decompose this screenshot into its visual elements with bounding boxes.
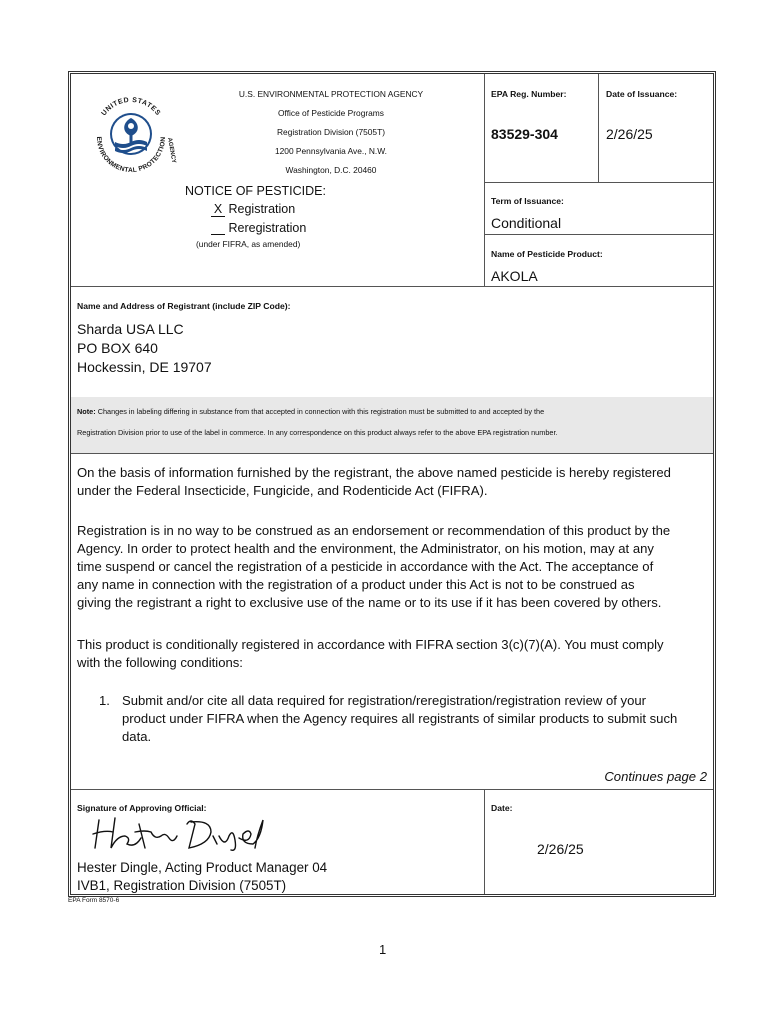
p2-line: any name in connection with the registration of a product under this Act is not to be construed as	[77, 577, 635, 592]
registration-checkbox-line	[211, 202, 295, 217]
registration-mark: X	[211, 202, 225, 217]
divider	[598, 74, 599, 182]
registrant-label: Name and Address of Registrant (include ZIP Code):	[77, 301, 291, 311]
division-name: Registration Division (7505T)	[277, 127, 385, 137]
registrant-po-box: PO BOX 640	[77, 340, 158, 356]
p2-line: time suspend or cancel the registration of a pesticide in accordance with the Act. The acceptance of	[77, 559, 654, 574]
office-name: Office of Pesticide Programs	[278, 108, 384, 118]
condition-line: product under FIFRA when the Agency requires all registrants of similar products to submit such	[122, 711, 678, 726]
p3-line: with the following conditions:	[77, 655, 243, 670]
p2-line: Agency. In order to protect health and the environment, the Administrator, on his motion, may at any	[77, 541, 654, 556]
reg-number-value: 83529-304	[491, 126, 558, 142]
condition-item-1	[122, 692, 677, 746]
product-value: AKOLA	[491, 268, 538, 284]
fifra-note: (under FIFRA, as amended)	[196, 239, 301, 249]
divider	[71, 453, 713, 454]
signature-date-value: 2/26/25	[537, 841, 584, 857]
note-bold-label: Note:	[77, 407, 96, 416]
svg-text:UNITED STATES: UNITED STATES	[100, 96, 162, 118]
registrant-city: Hockessin, DE 19707	[77, 359, 212, 375]
agency-name: U.S. ENVIRONMENTAL PROTECTION AGENCY	[238, 89, 424, 99]
page-number: 1	[379, 942, 387, 957]
official-division: IVB1, Registration Division (7505T)	[77, 878, 287, 893]
condition-number: 1.	[99, 693, 110, 708]
divider	[71, 789, 713, 790]
paragraph-3	[77, 636, 664, 672]
product-label: Name of Pesticide Product:	[491, 249, 603, 259]
p3-line: This product is conditionally registered in accordance with FIFRA section 3(c)(7)(A). You must comply	[77, 637, 664, 652]
paragraph-2	[77, 522, 670, 612]
pesticide-registration-form	[68, 71, 716, 897]
city-address: Washington, D.C. 20460	[285, 165, 377, 175]
condition-line: data.	[122, 729, 152, 744]
svg-text:ENVIRONMENTAL PROTECTION: ENVIRONMENTAL PROTECTION	[94, 136, 168, 175]
term-label: Term of Issuance:	[491, 196, 564, 206]
condition-line: Submit and/or cite all data required for registration/reregistration/registration review of your	[122, 693, 646, 708]
official-name: Hester Dingle, Acting Product Manager 04	[77, 860, 328, 875]
note-line-2: Registration Division prior to use of the label in commerce. In any correspondence on this product always refer to the above EPA registration number.	[77, 428, 558, 437]
p1-line: On the basis of information furnished by the registrant, the above named pesticide is hereby registered	[77, 465, 671, 480]
divider	[484, 789, 485, 894]
p1-line: under the Federal Insecticide, Fungicide, and Rodenticide Act (FIFRA).	[77, 483, 488, 498]
continues-note: Continues page 2	[604, 769, 707, 784]
p2-line: giving the registrant a right to exclusive use of the name or to its use if it has been covered by others.	[77, 595, 662, 610]
divider	[71, 286, 713, 287]
date-issuance-value: 2/26/25	[606, 126, 653, 142]
divider	[484, 74, 485, 286]
term-value: Conditional	[491, 215, 562, 231]
date-issuance-label: Date of Issuance:	[606, 89, 678, 99]
p2-line: Registration is in no way to be construed as an endorsement or recommendation of this product by the	[77, 523, 671, 538]
form-id: EPA Form 8570-6	[68, 897, 120, 904]
note-line-1	[77, 407, 544, 416]
signature-date-label: Date:	[491, 803, 513, 813]
street-address: 1200 Pennsylvania Ave., N.W.	[274, 146, 388, 156]
reregistration-mark	[211, 220, 225, 235]
svg-text:AGENCY: AGENCY	[166, 137, 177, 164]
reregistration-label: Reregistration	[228, 221, 307, 235]
notice-title: NOTICE OF PESTICIDE:	[185, 184, 326, 198]
divider	[484, 182, 713, 183]
divider	[484, 234, 713, 235]
epa-seal-logo	[85, 88, 177, 180]
registrant-name: Sharda USA LLC	[77, 321, 184, 337]
reg-number-label: EPA Reg. Number:	[491, 89, 567, 99]
signature-label: Signature of Approving Official:	[77, 803, 207, 813]
handwritten-signature	[91, 814, 271, 854]
reregistration-checkbox-line	[211, 220, 306, 235]
paragraph-1	[77, 464, 671, 500]
registration-label: Registration	[228, 202, 296, 216]
note-box	[71, 397, 713, 453]
note-text-1: Changes in labeling differing in substance from that accepted in connection with this registration must be submitted to and accepted by the	[97, 407, 545, 416]
